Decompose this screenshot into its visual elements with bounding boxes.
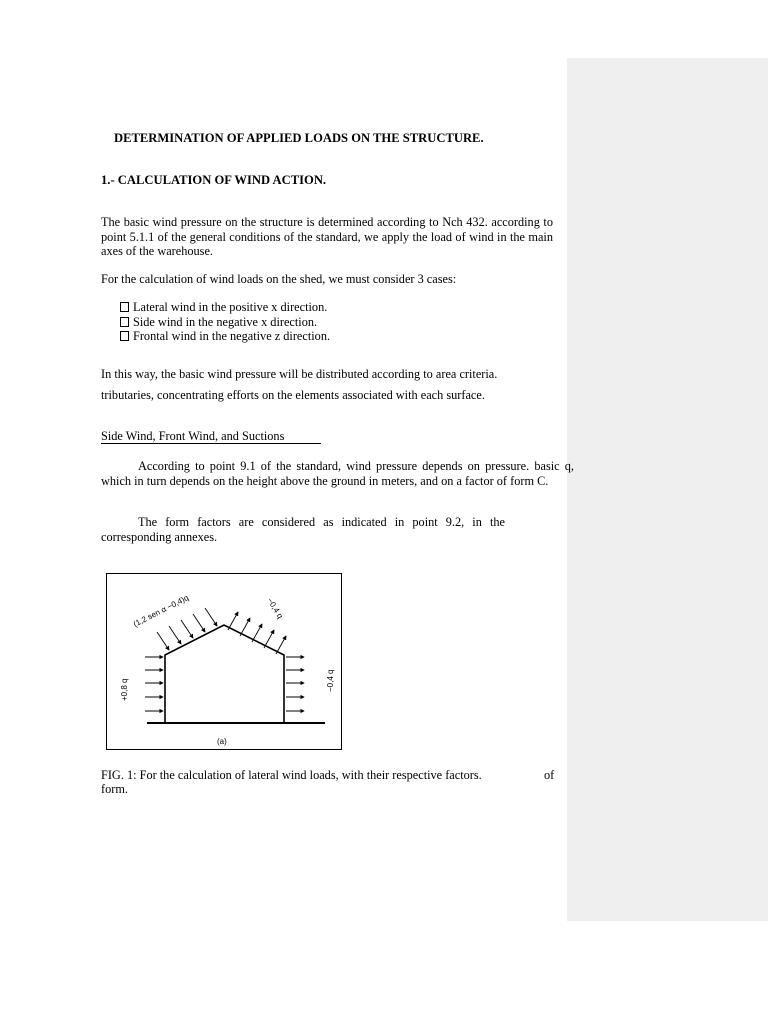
right-wall-label: −0,4 q xyxy=(326,669,335,692)
shed-diagram xyxy=(107,574,343,751)
shed-outline xyxy=(165,625,284,723)
bullet-icon xyxy=(120,302,129,312)
figure-caption-of: of xyxy=(544,768,555,782)
wind-load-figure xyxy=(106,573,342,750)
figure-sublabel: (a) xyxy=(217,737,227,746)
right-wall-arrows xyxy=(286,657,304,711)
figure-caption: FIG. 1: For the calculation of lateral wind loads, with their respective factors. xyxy=(101,768,482,782)
paragraph-distribution-line2: tributaries, concentrating efforts on the elements associated with each surface. xyxy=(101,388,485,402)
paragraph-distribution-line1: In this way, the basic wind pressure will be distributed according to area criteria. xyxy=(101,367,498,381)
comment-pane xyxy=(567,58,768,921)
bullet-icon xyxy=(120,317,129,327)
list-item: Side wind in the negative x direction. xyxy=(120,315,540,330)
figure-caption-line2: form. xyxy=(101,782,128,796)
paragraph-form-factors: The form factors are considered as indicated in point 9.2, in the corresponding annexes. xyxy=(101,515,505,544)
paragraph-wind-pressure: According to point 9.1 of the standard, wind pressure depends on pressure. basic q, which in turn depends on the height above the ground in meters, and on a factor of form C. xyxy=(101,459,574,488)
roof-left-label: (1,2 sen α −0,4)q xyxy=(131,593,191,629)
document-title: DETERMINATION OF APPLIED LOADS ON THE STRUCTURE. xyxy=(114,131,484,145)
roof-right-label: −0,4 q xyxy=(265,596,285,621)
paragraph-basic-pressure: The basic wind pressure on the structure is determined according to Nch 432. according to point 5.1.1 of the general conditions of the standard, we apply the load of wind in the main axes of the warehouse. xyxy=(101,215,553,258)
paragraph-cases-intro: For the calculation of wind loads on the shed, we must consider 3 cases: xyxy=(101,272,457,286)
left-wall-arrows xyxy=(145,657,163,711)
bullet-icon xyxy=(120,331,129,341)
case-list xyxy=(120,300,540,344)
section-heading-wind-action: 1.- CALCULATION OF WIND ACTION. xyxy=(101,173,327,187)
left-wall-label: +0,8 q xyxy=(120,678,129,701)
list-item: Frontal wind in the negative z direction. xyxy=(120,329,540,344)
list-item: Lateral wind in the positive x direction. xyxy=(120,300,540,315)
subheading-side-wind: Side Wind, Front Wind, and Suctions xyxy=(101,430,321,444)
